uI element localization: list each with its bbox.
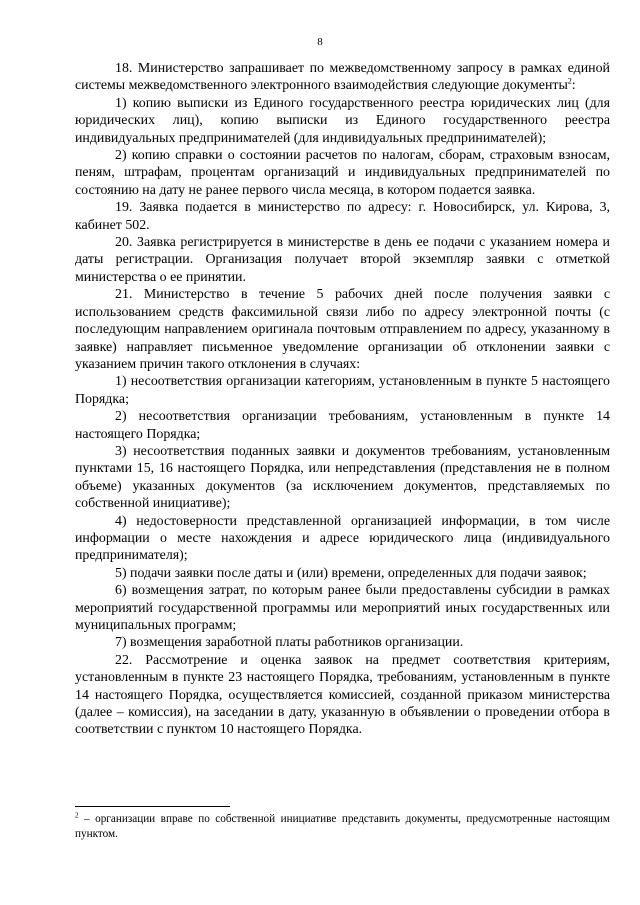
page-number: 8 <box>317 36 323 48</box>
paragraph-tail: : <box>571 78 576 94</box>
paragraph-21-item-5: 5) подачи заявки после даты и (или) времени, определенных для подачи заявок; <box>115 565 587 581</box>
paragraph-18-item-1: 1) копию выписки из Единого государственного реестра юридических лиц (для юридических лиц), копию выписки из Единого государственного реестра индивидуальных предпринимателей (для индивидуальных предпринимателей); <box>75 95 610 146</box>
paragraph-22: 22. Рассмотрение и оценка заявок на предмет соответствия критериям, установленным в пункте 23 настоящего Порядка, требованиям, установленным в пункте 14 настоящего Порядка, осуществляется комиссией, созданной приказом министерства (далее – комиссия), на заседании в дату, указанную в объявлении о проведении отбора в соответствии с пунктом 10 настоящего Порядка. <box>75 652 610 738</box>
paragraph-21-item-2: 2) несоответствия организации требованиям, установленным в пункте 14 настоящего Порядка; <box>75 409 610 442</box>
paragraph-21-item-3: 3) несоответствия поданных заявки и документов требованиям, установленным пунктами 15, 16 настоящего Порядка, или непредставления (представления не в полном объеме) указанных документов (за исключением документов, представляемых по собственной инициативе); <box>75 443 610 512</box>
paragraph-21-item-6: 6) возмещения затрат, по которым ранее были предоставлены субсидии в рамках мероприятий государственной программы или мероприятий иных государственных или муниципальных программ; <box>75 583 610 633</box>
footnote-text: – организации вправе по собственной инициативе представить документы, предусмотренные настоящим пунктом. <box>75 813 610 840</box>
document-body <box>75 60 610 739</box>
paragraph-19: 19. Заявка подается в министерство по адресу: г. Новосибирск, ул. Кирова, 3, кабинет 502. <box>75 200 610 233</box>
paragraph-21-item-4: 4) недостоверности представленной организацией информации, в том числе информации о месте нахождения и адресе юридического лица (индивидуального предпринимателя); <box>75 513 610 564</box>
footnote-divider <box>75 806 230 807</box>
paragraph-21-item-7: 7) возмещения заработной платы работников организации. <box>115 635 464 651</box>
paragraph-21: 21. Министерство в течение 5 рабочих дней после получения заявки с использованием средств факсимильной связи либо по адресу электронной почты (с последующим направлением оригинала почтовым отправлением по адресу, указанному в заявке) направляет письменное уведомление организации об отклонении заявки с указанием причин такого отклонения в случаях: <box>75 287 610 372</box>
paragraph-21-item-1: 1) несоответствия организации категориям, установленным в пункте 5 настоящего Порядка; <box>75 374 610 407</box>
paragraph-18-item-2: 2) копию справки о состоянии расчетов по налогам, сборам, страховым взносам, пеням, штрафам, процентам организаций и индивидуальных предпринимателей по состоянию на дату не ранее первого числа месяца, в котором подается заявка. <box>75 148 610 198</box>
paragraph-text: 18. Министерство запрашивает по межведомственному запросу в рамках единой системы межведомственного электронного взаимодействия следующие документы <box>75 61 610 94</box>
paragraph-18 <box>75 60 610 95</box>
footnote-mark: 2 <box>75 811 79 820</box>
footnote-reference: 2 <box>567 76 572 86</box>
paragraph-20: 20. Заявка регистрируется в министерстве в день ее подачи с указанием номера и даты регистрации. Организация получает второй экземпляр заявки с отметкой министерства о ее принятии. <box>75 235 610 285</box>
footnote <box>75 812 610 842</box>
